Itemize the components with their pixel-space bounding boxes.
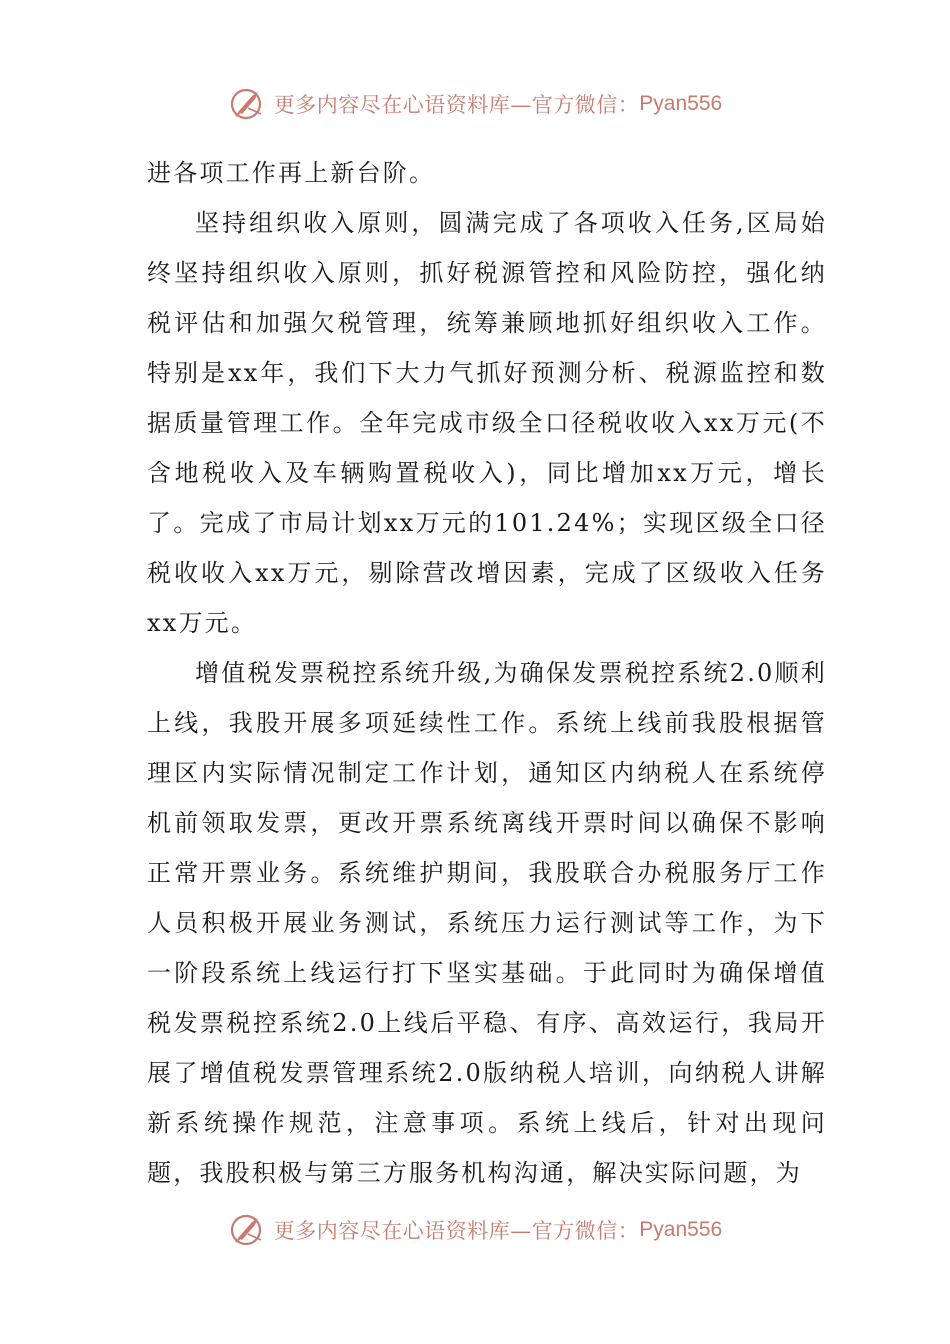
wechat-id: Pyan556 — [639, 92, 723, 115]
banner-text: 更多内容尽在心语资料库—官方微信： — [273, 1219, 640, 1243]
pen-nib-logo-icon — [228, 84, 268, 124]
paragraph-revenue: 坚持组织收入原则，圆满完成了各项收入任务,区局始终坚持组织收入原则，抓好税源管控和风险防控，强化纳税评估和加强欠税管理，统筹兼顾地抓好组织收入工作。特别是xx年，我们下大力气抓好预测分析、税源监控和数据质量管理工作。全年完成市级全口径税收收入xx万元(不含地税收入及车辆购置税收入)，同比增加xx万元，增长了。完成了市局计划xx万元的101.24%；实现区级全口径税收收入xx万元，剔除营改增因素，完成了区级收入任务xx万元。 — [147, 209, 827, 637]
header-banner — [0, 84, 950, 124]
paragraph-invoice-system: 增值税发票税控系统升级,为确保发票税控系统2.0顺利上线，我股开展多项延续性工作。系统上线前我股根据管理区内实际情况制定工作计划，通知区内纳税人在系统停机前领取发票，更改开票系统离线开票时间以确保不影响正常开票业务。系统维护期间，我股联合办税服务厅工作人员积极开展业务测试，系统压力运行测试等工作，为下一阶段系统上线运行打下坚实基础。于此同时为确保增值税发票税控系统2.0上线后平稳、有序、高效运行，我局开展了增值税发票管理系统2.0版纳税人培训，向纳税人讲解新系统操作规范，注意事项。系统上线后，针对出现问题，我股积极与第三方服务机构沟通，解决实际问题，为 — [147, 659, 827, 1187]
footer-banner — [0, 1210, 950, 1250]
pen-nib-logo-icon — [228, 1210, 268, 1250]
document-body — [147, 148, 827, 1198]
paragraph-continuation: 进各项工作再上新台阶。 — [147, 159, 436, 187]
banner-text: 更多内容尽在心语资料库—官方微信： — [273, 93, 640, 117]
wechat-id: Pyan556 — [639, 1218, 723, 1241]
